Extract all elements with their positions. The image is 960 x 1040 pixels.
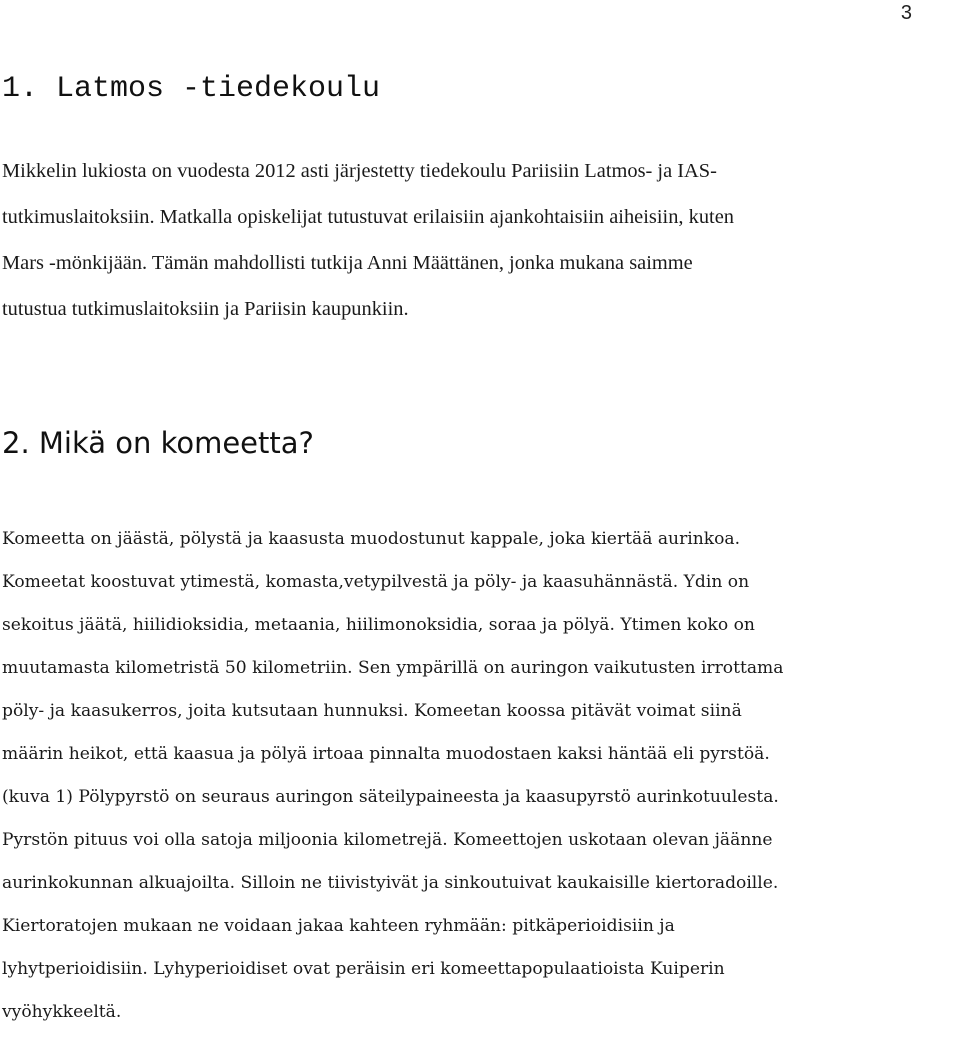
section-1-paragraph xyxy=(2,148,960,332)
paragraph-line: sekoitus jäätä, hiilidioksidia, metaania, hiilimonoksidia, soraa ja pölyä. Ytimen koko on xyxy=(2,615,755,635)
paragraph-line: Komeetat koostuvat ytimestä, komasta,vetypilvestä ja pöly- ja kaasuhännästä. Ydin on xyxy=(2,572,750,592)
paragraph-line: Pyrstön pituus voi olla satoja miljoonia kilometrejä. Komeettojen uskotaan olevan jäänne xyxy=(2,830,773,850)
section-1-heading: 1. Latmos -tiedekoulu xyxy=(2,72,381,106)
paragraph-line: muutamasta kilometristä 50 kilometriin. Sen ympärillä on auringon vaikutusten irrottama xyxy=(2,658,784,678)
paragraph-line: Kiertoratojen mukaan ne voidaan jakaa kahteen ryhmään: pitkäperioidisiin ja xyxy=(2,916,675,936)
paragraph-line: määrin heikot, että kaasua ja pölyä irtoaa pinnalta muodostaen kaksi häntää eli pyrstöä. xyxy=(2,744,770,764)
paragraph-line: aurinkokunnan alkuajoilta. Silloin ne tiivistyivät ja sinkoutuivat kaukaisille kiertoradoille. xyxy=(2,873,779,893)
page-number: 3 xyxy=(900,2,912,24)
paragraph-line: Komeetta on jäästä, pölystä ja kaasusta muodostunut kappale, joka kiertää aurinkoa. xyxy=(2,529,741,549)
paragraph-line: (kuva 1) Pölypyrstö on seuraus auringon säteilypaineesta ja kaasupyrstö aurinkotuulesta. xyxy=(2,787,779,807)
paragraph-line: pöly- ja kaasukerros, joita kutsutaan hunnuksi. Komeetan koossa pitävät voimat siinä xyxy=(2,701,742,721)
paragraph-line: Mikkelin lukiosta on vuodesta 2012 asti järjestetty tiedekoulu Pariisiin Latmos- ja IAS- xyxy=(2,160,717,182)
paragraph-line: Mars -mönkijään. Tämän mahdollisti tutkija Anni Määttänen, jonka mukana saimme xyxy=(2,252,693,274)
paragraph-line: tutustua tutkimuslaitoksiin ja Pariisin kaupunkiin. xyxy=(2,298,409,320)
paragraph-line: vyöhykkeeltä. xyxy=(2,1002,122,1022)
section-2-paragraph xyxy=(2,518,960,1034)
paragraph-line: tutkimuslaitoksiin. Matkalla opiskelijat tutustuvat erilaisiin ajankohtaisiin aiheisiin, kuten xyxy=(2,206,734,228)
paragraph-line: lyhytperioidisiin. Lyhyperioidiset ovat peräisin eri komeettapopulaatioista Kuiperin xyxy=(2,959,725,979)
section-2-heading: 2. Mikä on komeetta? xyxy=(2,426,314,460)
